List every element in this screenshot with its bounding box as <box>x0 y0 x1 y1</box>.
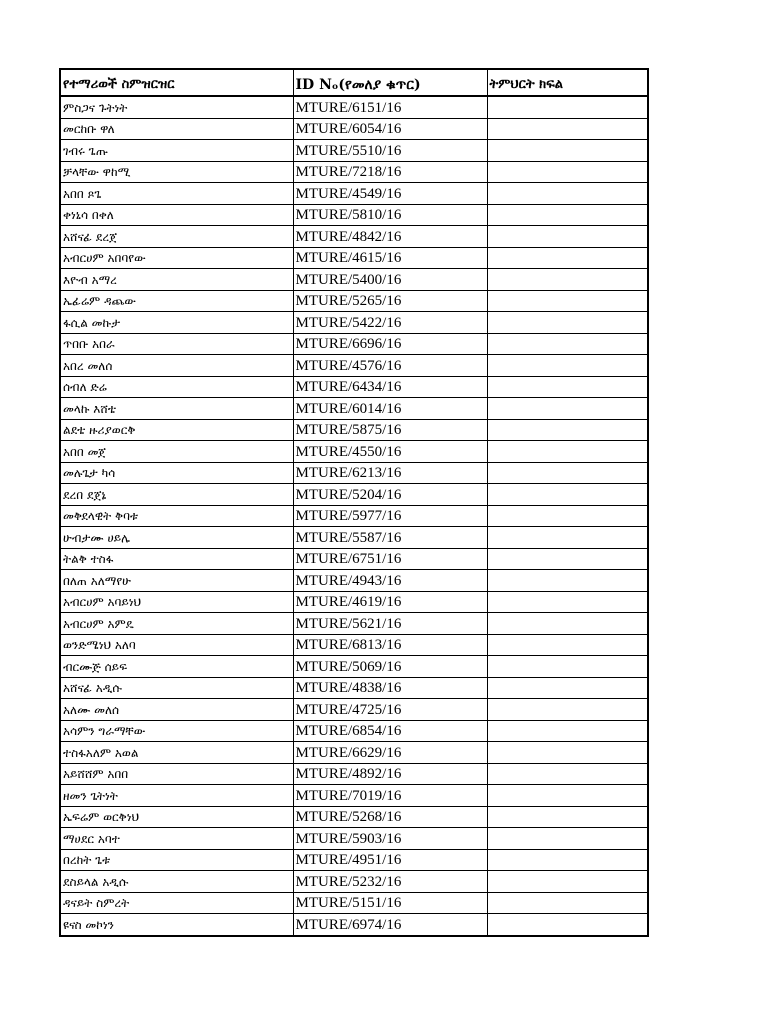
student-id-cell: MTURE/6813/16 <box>293 634 487 656</box>
student-id-cell: MTURE/6213/16 <box>293 462 487 484</box>
student-name-cell: ኤፍሬም ወርቅነህ <box>60 806 293 828</box>
department-cell <box>487 656 648 678</box>
student-name-cell: በረከት ጌቱ <box>60 849 293 871</box>
department-cell <box>487 785 648 807</box>
department-cell <box>487 441 648 463</box>
student-name-cell: ቀነኒሳ በቀለ <box>60 204 293 226</box>
student-id-cell: MTURE/5810/16 <box>293 204 487 226</box>
table-row <box>60 226 648 248</box>
department-cell <box>487 140 648 162</box>
student-id-cell: MTURE/4842/16 <box>293 226 487 248</box>
student-id-cell: MTURE/6054/16 <box>293 118 487 140</box>
department-cell <box>487 828 648 850</box>
student-id-cell: MTURE/6629/16 <box>293 742 487 764</box>
student-id-cell: MTURE/5151/16 <box>293 892 487 914</box>
student-name-cell: ማሀደር አባተ <box>60 828 293 850</box>
student-name-cell: ብርሙጅ ሰይፍ <box>60 656 293 678</box>
department-cell <box>487 333 648 355</box>
student-name-cell: አብርሀም አባይነህ <box>60 591 293 613</box>
student-name-cell: ሰብለ ድሬ <box>60 376 293 398</box>
student-name-cell: ገብሩ ጌጡ <box>60 140 293 162</box>
header-row <box>60 69 648 96</box>
student-id-cell: MTURE/6151/16 <box>293 96 487 118</box>
table-row <box>60 290 648 312</box>
department-cell <box>487 806 648 828</box>
student-name-cell: ልደቴ ዙሪያወርቅ <box>60 419 293 441</box>
table-row <box>60 183 648 205</box>
student-id-cell: MTURE/5204/16 <box>293 484 487 506</box>
table-row <box>60 441 648 463</box>
department-cell <box>487 548 648 570</box>
student-id-cell: MTURE/6854/16 <box>293 720 487 742</box>
table-row <box>60 699 648 721</box>
department-cell <box>487 290 648 312</box>
student-id-cell: MTURE/6751/16 <box>293 548 487 570</box>
department-cell <box>487 355 648 377</box>
department-cell <box>487 398 648 420</box>
student-name-cell: ዩናስ መኮነን <box>60 914 293 936</box>
table-row <box>60 849 648 871</box>
department-cell <box>487 204 648 226</box>
department-cell <box>487 419 648 441</box>
table-row <box>60 376 648 398</box>
student-id-cell: MTURE/4576/16 <box>293 355 487 377</box>
department-cell <box>487 484 648 506</box>
table-row <box>60 247 648 269</box>
student-name-cell: አሸናፊ ደረጀ <box>60 226 293 248</box>
student-id-cell: MTURE/4838/16 <box>293 677 487 699</box>
student-name-cell: መርከቡ ዋለ <box>60 118 293 140</box>
student-id-cell: MTURE/5875/16 <box>293 419 487 441</box>
table-row <box>60 118 648 140</box>
table-row <box>60 484 648 506</box>
department-cell <box>487 720 648 742</box>
department-column-header: ትምህርት ክፍል <box>487 69 648 96</box>
department-cell <box>487 269 648 291</box>
department-cell <box>487 161 648 183</box>
table-row <box>60 656 648 678</box>
table-row <box>60 591 648 613</box>
student-name-cell: ሁብታሙ ሀይሌ <box>60 527 293 549</box>
student-id-cell: MTURE/4943/16 <box>293 570 487 592</box>
student-id-cell: MTURE/4725/16 <box>293 699 487 721</box>
table-row <box>60 677 648 699</box>
table-row <box>60 871 648 893</box>
table-row <box>60 763 648 785</box>
student-id-cell: MTURE/6974/16 <box>293 914 487 936</box>
table-row <box>60 204 648 226</box>
student-name-cell: ትልቅ ተስፋ <box>60 548 293 570</box>
table-row <box>60 269 648 291</box>
student-name-cell: በለጠ አለማየሁ <box>60 570 293 592</box>
table-row <box>60 161 648 183</box>
table-row <box>60 570 648 592</box>
student-id-cell: MTURE/5621/16 <box>293 613 487 635</box>
student-name-cell: አሸናፊ አዲሱ <box>60 677 293 699</box>
department-cell <box>487 914 648 936</box>
student-id-cell: MTURE/4549/16 <box>293 183 487 205</box>
table-row <box>60 892 648 914</box>
table-row <box>60 398 648 420</box>
student-name-cell: አበበ ጾጌ <box>60 183 293 205</box>
student-id-cell: MTURE/6014/16 <box>293 398 487 420</box>
student-id-cell: MTURE/4619/16 <box>293 591 487 613</box>
department-cell <box>487 527 648 549</box>
department-cell <box>487 892 648 914</box>
student-name-cell: አለሙ መለሰ <box>60 699 293 721</box>
name-column-header: የተማሪወች ስምዝርዝር <box>60 69 293 96</box>
student-id-cell: MTURE/4615/16 <box>293 247 487 269</box>
department-cell <box>487 462 648 484</box>
student-name-cell: መላኩ እሸቴ <box>60 398 293 420</box>
table-row <box>60 527 648 549</box>
table-row <box>60 333 648 355</box>
table-row <box>60 634 648 656</box>
department-cell <box>487 699 648 721</box>
student-name-cell: ደረበ ደጀኔ <box>60 484 293 506</box>
table-row <box>60 613 648 635</box>
student-name-cell: አበበ መጀ <box>60 441 293 463</box>
department-cell <box>487 871 648 893</box>
table-row <box>60 828 648 850</box>
student-id-cell: MTURE/6696/16 <box>293 333 487 355</box>
student-name-cell: ተስፋአለም አወል <box>60 742 293 764</box>
department-cell <box>487 96 648 118</box>
id-column-header: ID Nₒ(የመለያ ቁጥር) <box>293 69 487 96</box>
student-id-cell: MTURE/5265/16 <box>293 290 487 312</box>
department-cell <box>487 849 648 871</box>
department-cell <box>487 570 648 592</box>
student-name-cell: ቻላቸው ዋከሚ <box>60 161 293 183</box>
department-cell <box>487 183 648 205</box>
department-cell <box>487 312 648 334</box>
table-row <box>60 96 648 118</box>
department-cell <box>487 247 648 269</box>
department-cell <box>487 118 648 140</box>
table-row <box>60 355 648 377</box>
table-row <box>60 140 648 162</box>
table-row <box>60 742 648 764</box>
student-list-table <box>59 68 649 937</box>
student-id-cell: MTURE/5510/16 <box>293 140 487 162</box>
department-cell <box>487 505 648 527</box>
department-cell <box>487 763 648 785</box>
student-id-cell: MTURE/5977/16 <box>293 505 487 527</box>
student-id-cell: MTURE/4951/16 <box>293 849 487 871</box>
student-name-cell: ዘመን ጌትነት <box>60 785 293 807</box>
table-row <box>60 462 648 484</box>
table-body <box>60 96 648 936</box>
table-row <box>60 785 648 807</box>
student-id-cell: MTURE/7218/16 <box>293 161 487 183</box>
department-cell <box>487 677 648 699</box>
department-cell <box>487 226 648 248</box>
department-cell <box>487 591 648 613</box>
student-name-cell: መቅደላዊት ቅባቱ <box>60 505 293 527</box>
student-name-cell: አብርሀም አበባየው <box>60 247 293 269</box>
student-name-cell: ፋሲል መኩታ <box>60 312 293 334</box>
student-id-cell: MTURE/5069/16 <box>293 656 487 678</box>
table-row <box>60 806 648 828</box>
table-row <box>60 914 648 936</box>
student-name-cell: እዮብ አማረ <box>60 269 293 291</box>
table-row <box>60 505 648 527</box>
student-id-cell: MTURE/5268/16 <box>293 806 487 828</box>
table-row <box>60 720 648 742</box>
student-id-cell: MTURE/7019/16 <box>293 785 487 807</box>
student-name-cell: አይሸሸም አበበ <box>60 763 293 785</box>
student-name-cell: አሳምን ግራማቸው <box>60 720 293 742</box>
student-name-cell: ደስይላል አዲሱ <box>60 871 293 893</box>
student-id-cell: MTURE/4550/16 <box>293 441 487 463</box>
department-cell <box>487 742 648 764</box>
table-row <box>60 312 648 334</box>
student-id-cell: MTURE/5232/16 <box>293 871 487 893</box>
department-cell <box>487 376 648 398</box>
table-row <box>60 419 648 441</box>
department-cell <box>487 613 648 635</box>
student-name-cell: ጥበቡ አበራ <box>60 333 293 355</box>
student-name-cell: አበረ መለሰ <box>60 355 293 377</box>
student-id-cell: MTURE/4892/16 <box>293 763 487 785</box>
table-row <box>60 548 648 570</box>
student-name-cell: መሉጌታ ካሳ <box>60 462 293 484</box>
student-name-cell: ወንድሜነህ አለባ <box>60 634 293 656</box>
student-name-cell: ምስጋና ጉትነት <box>60 96 293 118</box>
student-id-cell: MTURE/5587/16 <box>293 527 487 549</box>
student-id-cell: MTURE/5400/16 <box>293 269 487 291</box>
student-name-cell: ኤፊሬም ዳጨው <box>60 290 293 312</box>
student-name-cell: አብርሀም አምዴ <box>60 613 293 635</box>
department-cell <box>487 634 648 656</box>
student-id-cell: MTURE/5422/16 <box>293 312 487 334</box>
student-id-cell: MTURE/6434/16 <box>293 376 487 398</box>
student-id-cell: MTURE/5903/16 <box>293 828 487 850</box>
student-name-cell: ዳናይት ስምረት <box>60 892 293 914</box>
